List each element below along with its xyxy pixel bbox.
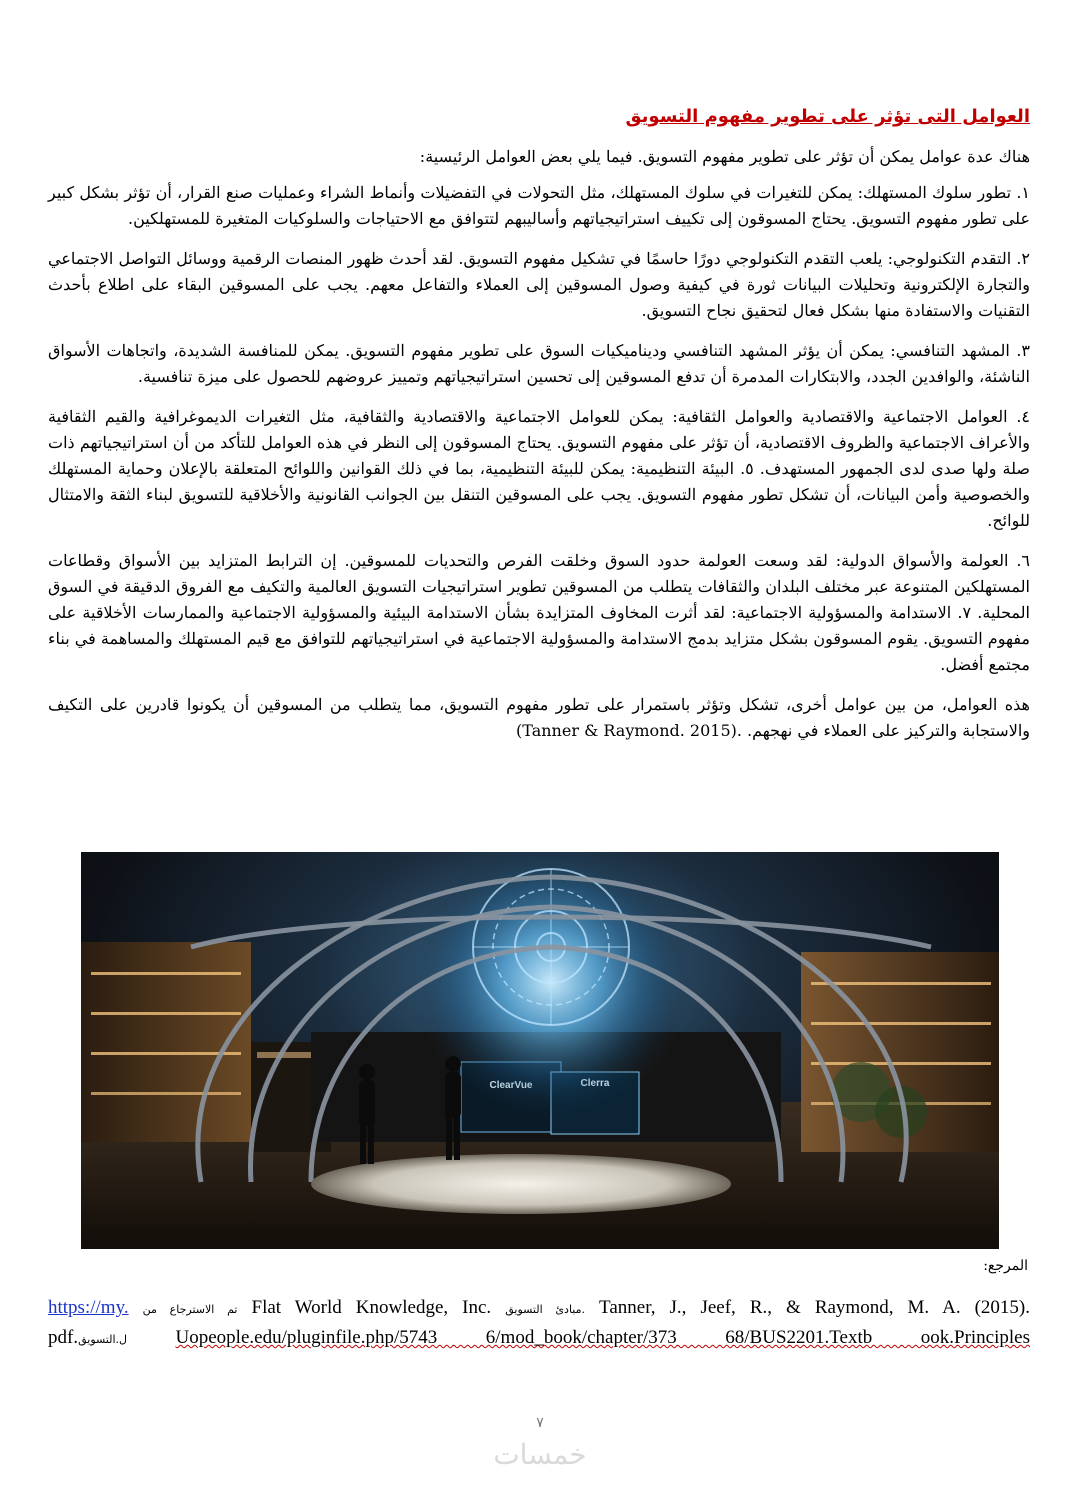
page-number: ٧ — [536, 1415, 544, 1431]
intro-paragraph: هناك عدة عوامل يمكن أن تؤثر على تطوير مفهوم التسويق. فيما يلي بعض العوامل الرئيسية: — [419, 147, 1030, 166]
reference-suffix: ل.التسويق — [78, 1333, 128, 1346]
reference-link[interactable]: https://my. — [48, 1297, 129, 1318]
reference-title: مبادئ التسويق. — [505, 1303, 586, 1316]
reference-entry — [48, 1294, 1030, 1354]
reference-retrieved: تم الاسترجاع من — [142, 1303, 238, 1316]
paragraph-3: ٣. المشهد التنافسي: يمكن أن يؤثر المشهد التنافسي وديناميكيات السوق على تطوير مفهوم التسويق. يمكن للمنافسة الشديدة، واتجاهات الأسواق الناشئة، والوافدين الجدد، والابتكارات المدمرة أن تدفع المسوقين إلى تحسين استراتيجياتهم وتمييز عروضهم للحصول على ميزة تنافسية. — [48, 341, 1030, 386]
article-body — [48, 104, 1030, 744]
paragraph-1: ١. تطور سلوك المستهلك: يمكن للتغيرات في سلوك المستهلك، مثل التحولات في التفضيلات وأنماط الشراء وعمليات صنع القرار، أن تؤثر بشكل كبير على تطور مفهوم التسويق. يحتاج المسوقون إلى تكييف استراتيجياتهم وأساليبهم لتتوافق مع الاحتياجات والسلوكيات المتغيرة للمستهلكين. — [48, 183, 1031, 228]
conclusion-paragraph: هذه العوامل، من بين عوامل أخرى، تشكل وتؤثر باستمرار على تطور مفهوم التسويق، مما يتطلب من المسوقين أن يكونوا قادرين على التكيف والاستجابة والتركيز على العملاء في نهجهم. .(Tanner & Raymond. 2015) — [48, 695, 1030, 740]
left-shelves — [81, 942, 331, 1152]
paragraph-4: ٤. العوامل الاجتماعية والاقتصادية والعوامل الثقافية: يمكن للعوامل الاجتماعية والاقتصادية والثقافية، مثل التغيرات الديموغرافية والقيم الثقافية والأعراف الاجتماعية والظروف الاقتصادية، أن تؤثر على مفهوم التسويق. يحتاج المسوقون إلى النظر في هذه العوامل للتأكد من أن استراتيجياتهم ذات صلة ولها صدى لدى الجمهور المستهدف. ٥. البيئة التنظيمية: يمكن للبيئة التنظيمية، بما في ذلك القوانين واللوائح المتعلقة بالإعلان وحماية المستهلك والخصوصية وأمن البيانات، أن تشكل تطور مفهوم التسويق. يجب على المسوقين التنقل بين الجوانب القانونية والأخلاقية للتسويق لبناء الثقة والامتثال للوائح. — [48, 407, 1031, 530]
reference-label: المرجع: — [983, 1258, 1028, 1274]
paragraph-5: ٦. العولمة والأسواق الدولية: لقد وسعت العولمة حدود السوق وخلقت الفرص والتحديات للمسوقين. إن الترابط المتزايد بين الأسواق وقطاعات المستهلكين المتنوعة عبر مختلف البلدان والثقافات يتطلب من المسوقين تطوير استراتيجيات التسويق العالمية والتكيف مع الفروق الدقيقة في السوق المحلية. ٧. الاستدامة والمسؤولية الاجتماعية: لقد أثرت المخاوف المتزايدة بشأن الاستدامة البيئية والمسؤولية الاجتماعية والممارسات الأخلاقية على مفهوم التسويق. يقوم المسوقون بشكل متزايد بدمج الاستدامة والمسؤولية الاجتماعية في استراتيجياتهم للتوافق مع قيم المستهلك والمساهمة في بناء مجتمع أفضل. — [48, 551, 1031, 674]
paragraph-2: ٢. التقدم التكنولوجي: يلعب التقدم التكنولوجي دورًا حاسمًا في تشكيل مفهوم التسويق. لقد أحدث ظهور المنصات الرقمية ووسائل التواصل الاجتماعي والتجارة الإلكترونية وتحليلات البيانات ثورة في كيفية وصول المسوقين إلى العملاء والتفاعل معهم. يجب على المسوقين البقاء على اطلاع بأحدث التقنيات والاستفادة منها بشكل فعال لتحقيق نجاح التسويق. — [48, 249, 1030, 320]
futuristic-store-photo — [81, 852, 999, 1249]
section-heading: العوامل التى تؤثر على تطوير مفهوم التسويق — [625, 106, 1030, 127]
reference-publisher: Flat World Knowledge, Inc. — [251, 1297, 492, 1318]
watermark-logo: خمسات — [493, 1438, 587, 1471]
reference-url: Uopeople.edu/pluginfile.php/5743 6/mod_book/chapter/373 68/BUS2201.Textb ook.Principles — [175, 1327, 1030, 1348]
reference-suffix-pdf: pdf. — [48, 1327, 79, 1348]
reference-authors: Tanner, J., Jeef, R., & Raymond, M. A. (2015). — [599, 1297, 1031, 1318]
